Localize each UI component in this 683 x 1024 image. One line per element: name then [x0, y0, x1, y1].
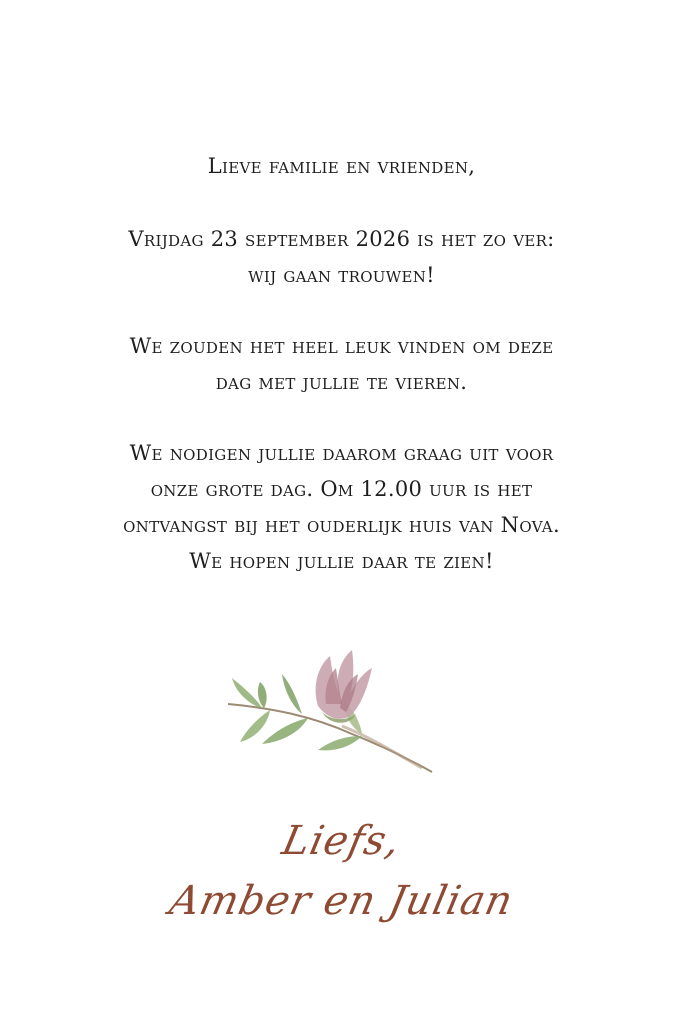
details-line-1: We nodigen jullie daarom graag uit voor	[129, 441, 554, 465]
greeting-line: Lieve familie en vrienden,	[207, 154, 476, 178]
details-line-3: ontvangst bij het ouderlijk huis van Nova.	[123, 513, 560, 537]
signature-closing: Liefs,	[278, 818, 405, 864]
greeting-paragraph	[0, 148, 683, 184]
celebrate-line-1: We zouden het heel leuk vinden om deze	[129, 334, 554, 358]
date-line: Vrijdag 23 september 2026 is het zo ver:	[128, 227, 555, 251]
celebrate-paragraph	[0, 328, 683, 400]
details-line-2: onze grote dag. Om 12.00 uur is het	[150, 477, 533, 501]
date-paragraph	[0, 221, 683, 293]
signature-names: Amber en Julian	[165, 878, 518, 924]
signature	[0, 800, 683, 960]
details-paragraph	[0, 435, 683, 579]
celebrate-line-2: dag met jullie te vieren.	[215, 370, 468, 394]
details-line-4: We hopen jullie daar te zien!	[189, 549, 494, 573]
wedding-line: wij gaan trouwen!	[248, 263, 435, 287]
protea-flower-icon	[222, 646, 438, 778]
